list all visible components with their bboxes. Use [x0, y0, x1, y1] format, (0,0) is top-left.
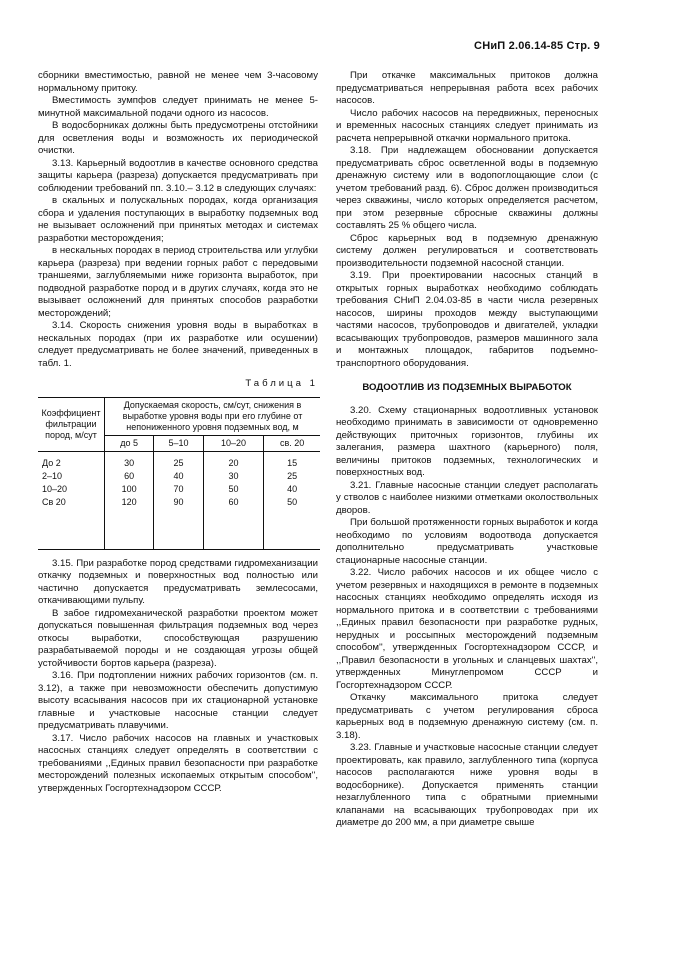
table-cell: 2–10 [42, 471, 63, 481]
table-cell: 50 [264, 496, 320, 509]
table-row [38, 496, 320, 509]
paragraph: При откачке максимальных притоков должна предусматриваться непрерывная работа всех рабочих насосов. [336, 70, 598, 106]
table-cell: 30 [203, 470, 264, 483]
paragraph: 3.15. При разработке пород средствами гидромеханизации откачку подземных и поверхностных вод полностью или частично допускается предусматривать землесосами, откачивающими пульпу. [38, 557, 318, 606]
left-column [38, 70, 318, 795]
paragraph: в скальных и полускальных породах, когда организация сбора и удаления поступающих в выработку подземных вод не вызывает осложнений при принятых методах и системах разработки месторождения; [38, 195, 318, 244]
right-column [336, 70, 598, 830]
table-cell: 60 [105, 470, 154, 483]
table-cell: 50 [203, 483, 264, 496]
table-cell: 70 [154, 483, 203, 496]
paragraph: Число рабочих насосов на передвижных, переносных и временных насосных станциях следует принимать из расчета непрерывной откачки нормального притока. [336, 107, 598, 144]
table-header-col: св. 20 [264, 435, 320, 451]
paragraph: В забое гидромеханической разработки проектом может допускаться повышенная фильтрация подземных вод через откосы выработки, способствующая разрушению разрабатываемой породы и не создающая угрозы общей устойчивости бортов карьера (разреза). [38, 607, 318, 669]
paragraph: 3.17. Число рабочих насосов на главных и участковых насосных станциях следует определять в соответствии с требованиями ,,Единых правил безопасности при разработке месторождений полезных ископаемых открытым способом'', утвержденных Госгортехнадзором СССР. [38, 732, 318, 794]
paragraph: 3.13. Карьерный водоотлив в качестве основного средства защиты карьера (разреза) допускается предусматривать при соблюдении требований пп. 3.10.– 3.12 в следующих случаях: [38, 157, 318, 194]
table-row [38, 470, 320, 483]
table-cell: 40 [154, 470, 203, 483]
paragraph: При большой протяженности горных выработок и когда необходимо по условиям водоотвода допускается дополнительно предусматривать участковые стационарные насосные станции. [336, 517, 598, 566]
table-header-col: 5–10 [154, 435, 203, 451]
table-row [38, 509, 320, 549]
table-cell: До 2 [42, 458, 61, 468]
table-cell: 60 [203, 496, 264, 509]
paragraph: 3.21. Главные насосные станции следует располагать у стволов с наиболее низкими отметками околоствольных дворов. [336, 479, 598, 516]
table-cell: Св 20 [42, 497, 66, 507]
paragraph: сборники вместимостью, равной не менее чем 3-часовому нормальному притоку. [38, 70, 318, 94]
table-cell: 40 [264, 483, 320, 496]
table-row [38, 457, 320, 470]
table-row [38, 483, 320, 496]
paragraph: Откачку максимального притока следует предусматривать с учетом регулирования сброса карьерных вод в подземную дренажную систему (см. п. 3.18). [336, 692, 598, 741]
paragraph: Вместимость зумпфов следует принимать не менее 5-минутной максимальной подачи одного из насосов. [38, 95, 318, 119]
paragraph: 3.20. Схему стационарных водоотливных установок необходимо принимать в зависимости от одновременно действующих приточных горизонтов, глубины их залегания, размера шахтного (карьерного) поля, величины притоков подземных, технологических и поверхностных вод. [336, 404, 598, 478]
table-cell: 25 [264, 470, 320, 483]
table-cell: 100 [105, 483, 154, 496]
table-header-group: Допускаемая скорость, см/сут, снижения в выработке уровня воды при его глубине от непониженного уровня подземных вод, м [105, 397, 321, 435]
paragraph: В водосборниках должны быть предусмотрены отстойники для осветления воды и возможность их периодической очистки. [38, 120, 318, 156]
page-header: СНиП 2.06.14-85 Стр. 9 [474, 40, 600, 52]
paragraph: 3.18. При надлежащем обосновании допускается предусматривать сброс осветленной воды в подземную дренажную систему или в водопоглощающие слои (с учетом требований разд. 6). Сброс должен производиться через скважины, число которых определяется расчетом, при этом резервные сбросные скважины должны составлять 25 % общего числа. [336, 145, 598, 231]
paragraph: 3.19. При проектировании насосных станций в открытых горных выработках необходимо соблюдать требования СНиП 2.04.03-85 в части числа резервных насосов, ширины проходов между выступающими частями насосов, трубопроводов и двигателей, укладки всасывающих трубопроводов, размеров машинного зала и монтажных площадок, габаритов подъемно-транспортного оборудования. [336, 270, 598, 369]
table-cell: 120 [105, 496, 154, 509]
table-header-coef: Коэффициент фильтрации пород, м/сут [38, 397, 105, 451]
paragraph: в нескальных породах в период строительства или углубки карьера (разреза) при ведении горных работ с передовыми траншеями, заглубляемыми ниже горизонта выработок, при подводной разработке пород и в других случаях, когда это не вызывает осложнений для принятых способов разработки месторождений; [38, 245, 318, 319]
table-header-col: 10–20 [203, 435, 264, 451]
table-cell: 90 [154, 496, 203, 509]
paragraph: 3.16. При подтоплении нижних рабочих горизонтов (см. п. 3.12), а также при невозможности обеспечить допустимую высоту всасывания насосов при их стационарной установке главные и участковые насосные станции следует предусматривать плавучими. [38, 670, 318, 731]
section-title: ВОДООТЛИВ ИЗ ПОДЗЕМНЫХ ВЫРАБОТОК [362, 382, 572, 393]
paragraph: Сброс карьерных вод в подземную дренажную систему должен регулироваться и соответствовать производительности подземной насосной станции. [336, 232, 598, 269]
paragraph: 3.23. Главные и участковые насосные станции следует проектировать, как правило, заглубленного типа (корпуса насосов располагаются ниже уровня воды в водосборнике). Допускается применять станции незаглубленного типа с обратными приемными клапанами на всасывающих трубопроводах при их диаметре до 200 мм, а при диаметре свыше [336, 742, 598, 828]
table-cell: 10–20 [42, 484, 68, 494]
table-cell: 25 [154, 457, 203, 470]
velocity-table [38, 397, 320, 550]
paragraph: 3.22. Число рабочих насосов и их общее число с учетом резервных и находящихся в ремонте в подземных насосных станциях необходимо определять исходя из нормального притока и в соответствии с требованиями ,,Единых правил безопасности при разработке рудных, нерудных и россыпных месторождений подземным способом'', утвержденных Госгортехнадзором СССР, и ,,Правил безопасности в угольных и сланцевых шахтах'', утвержденных Минуглепромом СССР и Госгортехнадзором СССР. [336, 567, 598, 691]
table-cell: 20 [203, 457, 264, 470]
table-cell: 30 [105, 457, 154, 470]
table-header-col: до 5 [105, 435, 154, 451]
table-cell: 15 [264, 457, 320, 470]
table-caption: Таблица 1 [245, 378, 318, 389]
paragraph: 3.14. Скорость снижения уровня воды в выработках в нескальных породах (при их разработке или осушении) следует предусматривать не более значений, приведенных в табл. 1. [38, 320, 318, 369]
